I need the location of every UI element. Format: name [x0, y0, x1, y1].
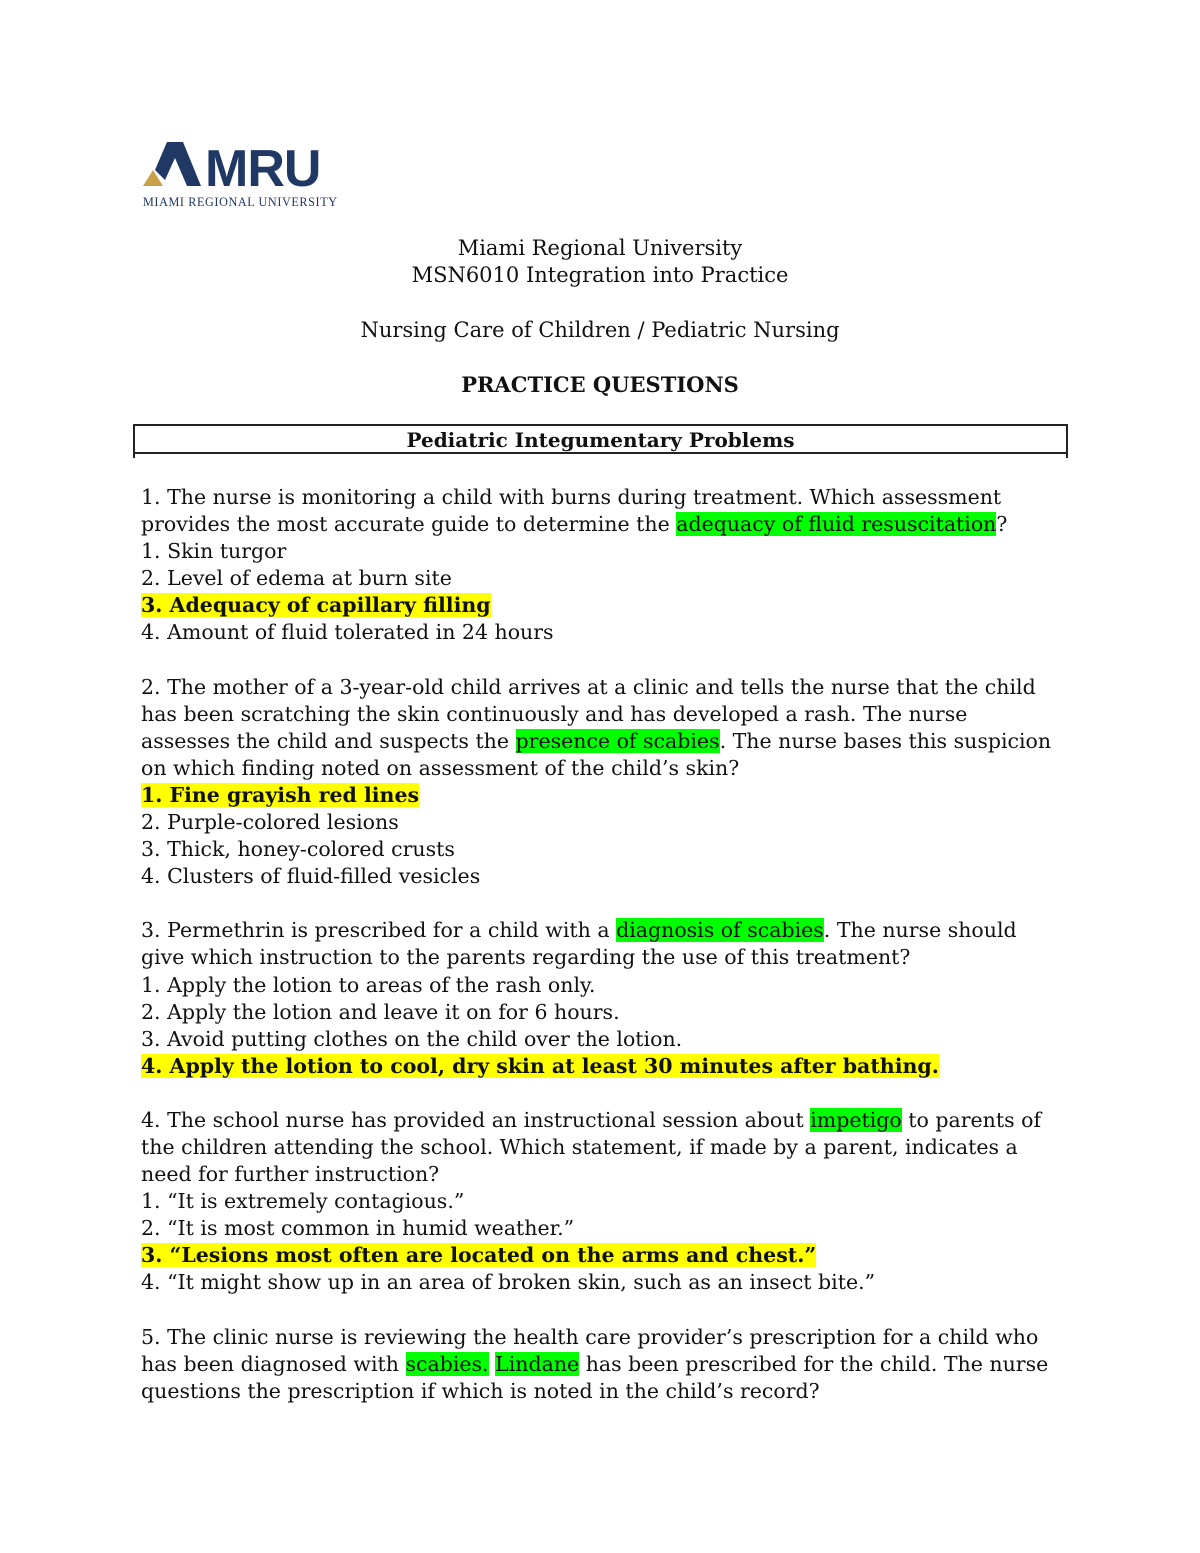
question-stem — [141, 1324, 1061, 1405]
answer-option — [141, 1053, 1061, 1080]
question-stem — [141, 484, 1061, 538]
stem-text: . The nurse bases this suspicion on which finding noted on assessment of the child’s skin? — [141, 728, 1052, 780]
stem-text: ? — [996, 512, 1008, 537]
key-term-highlight: presence of scabies — [515, 728, 720, 753]
stem-text: . The nurse should give which instruction to the parents regarding the use of this treatment? — [141, 918, 1017, 970]
stem-text: 5. The clinic nurse is reviewing the health care provider’s prescription for a child who has been diagnosed with — [141, 1324, 1039, 1376]
stem-text: 1. The nurse is monitoring a child with burns during treatment. Which assessment provides the most accurate guide to determine the — [141, 485, 1002, 537]
answer-option — [141, 592, 1061, 619]
question-2 — [141, 674, 1061, 891]
key-term-highlight: Lindane — [495, 1351, 580, 1376]
answer-option: 4. Amount of fluid tolerated in 24 hours — [141, 620, 554, 645]
answer-highlight: 4. Apply the lotion to cool, dry skin at least 30 minutes after bathing. — [141, 1053, 939, 1078]
answer-option — [141, 1242, 1061, 1269]
section-heading: Pediatric Integumentary Problems — [406, 428, 795, 452]
answer-highlight: 1. Fine grayish red lines — [141, 782, 420, 807]
answer-option: 2. Level of edema at burn site — [141, 566, 452, 591]
question-stem — [141, 674, 1061, 782]
mru-logo — [143, 140, 375, 212]
mru-logo-mark — [143, 140, 375, 212]
answer-option: 1. “It is extremely contagious.” — [141, 1189, 465, 1214]
key-term-highlight: scabies. — [405, 1351, 489, 1376]
answer-option: 4. “It might show up in an area of broken skin, such as an insect bite.” — [141, 1270, 876, 1295]
stem-text: to parents of the children attending the school. Which statement, if made by a parent, indicates a need for further instruction? — [141, 1107, 1042, 1187]
key-term-highlight: diagnosis of scabies — [616, 918, 824, 943]
logo-wordmark: MRU — [205, 140, 321, 198]
answer-highlight: 3. “Lesions most often are located on the arms and chest.” — [141, 1243, 817, 1268]
question-stem — [141, 1107, 1061, 1188]
section-heading-box — [133, 424, 1068, 454]
document-title: PRACTICE QUESTIONS — [461, 372, 739, 397]
answer-option: 4. Clusters of fluid-filled vesicles — [141, 864, 481, 889]
answer-option: 2. Apply the lotion and leave it on for 6 hours. — [141, 999, 620, 1024]
answer-option — [141, 782, 1061, 809]
course-title: MSN6010 Integration into Practice — [411, 263, 789, 287]
university-name: Miami Regional University — [457, 236, 743, 260]
key-term-highlight: impetigo — [810, 1107, 902, 1132]
answer-option: 2. “It is most common in humid weather.” — [141, 1216, 575, 1241]
key-term-highlight: adequacy of fluid resuscitation — [676, 512, 997, 537]
question-5 — [141, 1324, 1061, 1405]
question-3 — [141, 917, 1061, 1080]
answer-highlight: 3. Adequacy of capillary filling — [141, 593, 491, 618]
logo-navy-a — [155, 142, 201, 186]
subject-title: Nursing Care of Children / Pediatric Nursing — [360, 318, 840, 342]
answer-option: 3. Thick, honey-colored crusts — [141, 837, 455, 862]
questions-list — [141, 484, 1061, 1432]
stem-text: has been prescribed for the child. The nurse questions the prescription if which is noted in the child’s record? — [141, 1351, 1049, 1403]
answer-option: 1. Apply the lotion to areas of the rash only. — [141, 972, 596, 997]
question-stem — [141, 917, 1061, 971]
answer-option: 2. Purple-colored lesions — [141, 810, 399, 835]
stem-text: 4. The school nurse has provided an instructional session about — [141, 1107, 811, 1132]
answer-option: 1. Skin turgor — [141, 539, 287, 564]
logo-caption: MIAMI REGIONAL UNIVERSITY — [143, 195, 338, 209]
answer-option: 3. Avoid putting clothes on the child over the lotion. — [141, 1026, 683, 1051]
question-4 — [141, 1107, 1061, 1297]
stem-text: 2. The mother of a 3-year-old child arrives at a clinic and tells the nurse that the child has been scratching the skin continuously and has developed a rash. The nurse assesses the child and suspects the — [141, 674, 1036, 753]
stem-text: 3. Permethrin is prescribed for a child with a — [141, 918, 617, 943]
question-1 — [141, 484, 1061, 647]
